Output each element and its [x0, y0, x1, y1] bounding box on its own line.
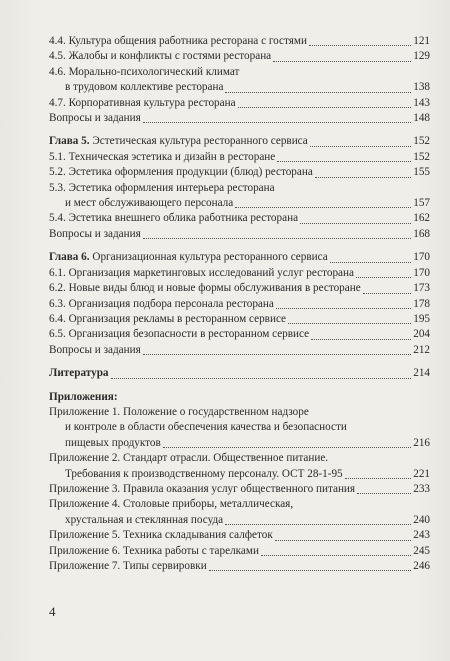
dot-leader — [275, 540, 411, 541]
literature-title: Литература — [49, 367, 109, 380]
appendix-page: 240 — [413, 513, 430, 526]
dot-leader — [235, 207, 411, 208]
chapter-label: Глава 6. — [49, 251, 90, 264]
toc-entry-page: 212 — [413, 343, 430, 356]
toc-entry-page: 170 — [413, 266, 430, 279]
appendix-entry — [49, 559, 430, 574]
chapter-name: Эстетическая культура ресторанного сервиса — [89, 135, 308, 148]
chapter-title — [49, 250, 328, 265]
appendix-page: 243 — [413, 529, 430, 542]
dot-leader — [300, 223, 411, 224]
toc-entry-page: 121 — [413, 35, 430, 47]
appendix-entry — [49, 436, 430, 451]
appendix-continuation: пищевых продуктов — [65, 436, 161, 449]
toc-entry-title: 4.6. Морально-психологический климат — [49, 65, 240, 78]
dot-leader — [315, 177, 411, 178]
toc-entry — [49, 227, 430, 242]
appendix-page: 233 — [413, 482, 430, 495]
dot-leader — [225, 524, 411, 525]
toc-entry-continuation: и мест обслуживающего персонала — [65, 197, 234, 210]
dot-leader — [225, 92, 411, 93]
toc-entry — [49, 96, 430, 111]
toc-entry-title: 6.5. Организация безопасности в ресторанном сервисе — [49, 328, 310, 341]
table-of-contents — [49, 34, 430, 574]
dot-leader — [330, 262, 412, 263]
toc-entry — [49, 165, 430, 180]
toc-entry-title: 6.1. Организация маркетинговых исследований услуг ресторана — [49, 266, 354, 279]
appendix-page: 216 — [413, 436, 430, 449]
appendix-title: Приложение 7. Типы сервировки — [49, 560, 207, 572]
toc-entry — [49, 150, 430, 165]
toc-entry-page: 148 — [413, 112, 430, 125]
appendix-title: Приложение 1. Положение о государственном надзоре — [49, 405, 309, 418]
toc-entry-title: Вопросы и задания — [49, 227, 141, 240]
toc-entry-page: 195 — [413, 312, 430, 325]
appendix-heading: Приложения: — [49, 390, 118, 403]
toc-entry-title: 5.3. Эстетика оформления интерьера ресторана — [49, 181, 275, 194]
toc-entry-page: 170 — [413, 251, 430, 264]
dot-leader — [143, 354, 411, 355]
appendix-entry — [49, 513, 430, 528]
section-gap — [49, 126, 430, 134]
toc-entry-title: 5.1. Техническая эстетика и дизайн в ресторане — [49, 150, 276, 163]
toc-entry-title: 4.5. Жалобы и конфликты с гостями ресторана — [49, 50, 272, 63]
toc-entry-title: Вопросы и задания — [49, 112, 141, 125]
appendix-page: 245 — [413, 544, 430, 557]
dot-leader — [311, 339, 411, 340]
dot-leader — [309, 45, 411, 46]
dot-leader — [276, 308, 411, 309]
section-gap — [49, 382, 430, 390]
toc-entry-title: 6.4. Организация рекламы в ресторанном сервисе — [49, 312, 287, 325]
appendix-continuation: Требования к производственному персоналу. ОСТ 28-1-95 — [65, 467, 343, 480]
appendix-title: Приложение 6. Техника работы с тарелками — [49, 544, 259, 557]
chapter-label: Глава 5. — [49, 135, 90, 148]
appendix-continuation: хрустальная и стеклянная посуда — [65, 513, 224, 526]
chapter-title — [49, 134, 308, 149]
dot-leader — [345, 478, 412, 479]
toc-entry-title: 6.3. Организация подбора персонала ресторана — [49, 297, 274, 310]
toc-entry — [49, 34, 430, 49]
toc-entry-page: 157 — [413, 197, 430, 210]
appendix-title: Приложение 3. Правила оказания услуг общественного питания — [49, 482, 356, 495]
toc-entry-page: 152 — [413, 135, 430, 148]
section-gap — [49, 358, 430, 366]
toc-entry — [49, 312, 430, 327]
toc-entry — [49, 80, 430, 95]
toc-entry — [49, 266, 430, 281]
dot-leader — [277, 161, 411, 162]
chapter-name: Организационная культура ресторанного сервиса — [89, 251, 328, 264]
toc-entry-title: 5.4. Эстетика внешнего облика работника ресторана — [49, 212, 299, 225]
appendix-entry — [49, 482, 430, 497]
toc-entry-page: 168 — [413, 227, 430, 240]
toc-entry-page: 138 — [413, 81, 430, 94]
dot-leader — [356, 277, 411, 278]
toc-entry-page: 178 — [413, 297, 430, 310]
toc-entry-page: 152 — [413, 150, 430, 163]
toc-entry-page: 129 — [413, 50, 430, 63]
dot-leader — [310, 146, 411, 147]
toc-entry — [49, 327, 430, 342]
toc-entry — [49, 196, 430, 211]
appendix-entry — [49, 544, 430, 559]
toc-chapter — [49, 134, 430, 149]
appendix-page: 246 — [413, 560, 430, 572]
dot-leader — [363, 293, 412, 294]
toc-entry-page: 173 — [413, 282, 430, 295]
dot-leader — [143, 122, 411, 123]
toc-entry — [49, 281, 430, 296]
dot-leader — [163, 447, 411, 448]
appendix-page: 221 — [413, 467, 430, 480]
appendix-title: Приложение 2. Стандарт отрасли. Общественное питание. — [49, 452, 329, 465]
toc-chapter — [49, 366, 430, 381]
dot-leader — [209, 570, 412, 571]
appendix-entry — [49, 528, 430, 543]
toc-entry-title: 4.7. Корпоративная культура ресторана — [49, 96, 236, 109]
dot-leader — [288, 323, 411, 324]
toc-entry — [49, 49, 430, 64]
toc-entry — [49, 343, 430, 358]
toc-entry-page: 204 — [413, 328, 430, 341]
toc-entry-title: 5.2. Эстетика оформления продукции (блюд) ресторана — [49, 166, 313, 179]
toc-entry-page: 155 — [413, 166, 430, 179]
toc-chapter — [49, 250, 430, 265]
toc-entry-page: 214 — [413, 367, 430, 380]
dot-leader — [143, 238, 411, 239]
dot-leader — [238, 107, 412, 108]
appendix-entry — [49, 467, 430, 482]
appendix-title: Приложение 5. Техника складывания салфеток — [49, 529, 273, 542]
dot-leader — [273, 61, 411, 62]
toc-entry — [49, 297, 430, 312]
toc-entry-page: 143 — [413, 96, 430, 109]
dot-leader — [261, 555, 411, 556]
section-gap — [49, 242, 430, 250]
appendix-continuation: и контроле в области обеспечения качества и безопасности — [65, 421, 347, 434]
toc-entry — [49, 111, 430, 126]
toc-entry-title: 6.2. Новые виды блюд и новые формы обслуживания в ресторане — [49, 282, 361, 295]
page-number: 4 — [49, 604, 56, 619]
dot-leader — [111, 378, 412, 379]
toc-entry — [49, 211, 430, 226]
toc-entry-title: 4.4. Культура общения работника ресторана с гостями — [49, 35, 307, 47]
toc-entry-page: 162 — [413, 212, 430, 225]
toc-entry-continuation: в трудовом коллективе ресторана — [65, 81, 224, 94]
dot-leader — [357, 493, 411, 494]
appendix-title: Приложение 4. Столовые приборы, металлическая, — [49, 498, 294, 511]
toc-entry-title: Вопросы и задания — [49, 343, 141, 356]
